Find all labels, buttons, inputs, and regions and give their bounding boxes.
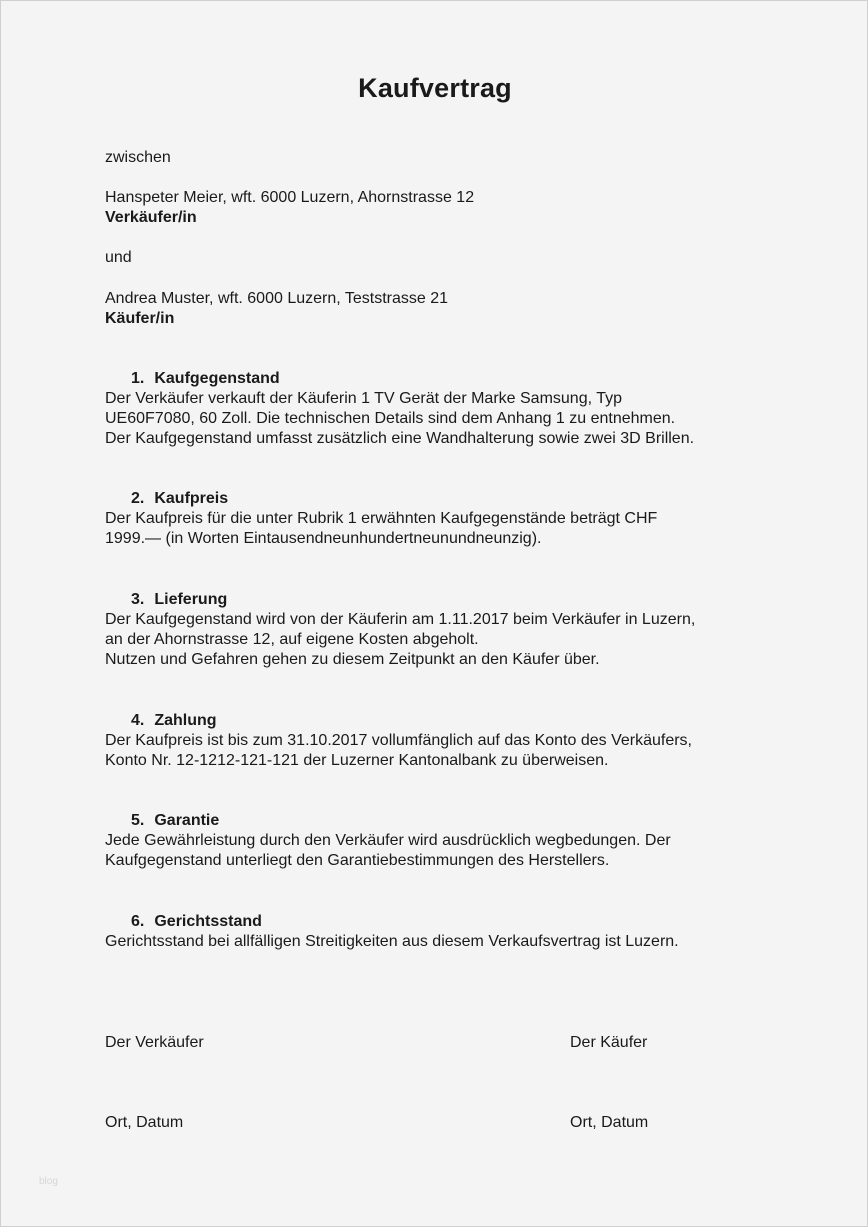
section-line: Gerichtsstand bei allfälligen Streitigkeiten aus diesem Verkaufsvertrag ist Luzern. bbox=[105, 933, 679, 950]
section-line: Der Kaufgegenstand umfasst zusätzlich eine Wandhalterung sowie zwei 3D Brillen. bbox=[105, 430, 695, 447]
seller-place-date: Ort, Datum bbox=[105, 1114, 184, 1131]
watermark: blog bbox=[39, 1176, 58, 1187]
document-title: Kaufvertrag bbox=[358, 73, 512, 103]
section-number: 6. bbox=[131, 913, 145, 930]
section-title: Garantie bbox=[154, 812, 220, 829]
section-line: Der Kaufpreis ist bis zum 31.10.2017 vollumfänglich auf das Konto des Verkäufers, bbox=[105, 732, 692, 749]
section-line: UE60F7080, 60 Zoll. Die technischen Details sind dem Anhang 1 zu entnehmen. bbox=[105, 410, 676, 427]
section-line: Konto Nr. 12-1212-121-121 der Luzerner Kantonalbank zu überweisen. bbox=[105, 752, 609, 769]
section-title: Zahlung bbox=[154, 712, 217, 729]
section-line: an der Ahornstrasse 12, auf eigene Kosten abgeholt. bbox=[105, 631, 479, 648]
section-line: Der Kaufpreis für die unter Rubrik 1 erwähnten Kaufgegenstände beträgt CHF bbox=[105, 510, 658, 527]
intro-zwischen: zwischen bbox=[105, 149, 171, 166]
section-heading bbox=[105, 489, 657, 509]
section-number: 4. bbox=[131, 712, 145, 729]
buyer-address: Andrea Muster, wft. 6000 Luzern, Teststrasse 21 bbox=[105, 290, 448, 307]
section-line: Der Verkäufer verkauft der Käuferin 1 TV Gerät der Marke Samsung, Typ bbox=[105, 390, 622, 407]
section-zahlung bbox=[105, 711, 692, 771]
section-line: Der Kaufgegenstand wird von der Käuferin am 1.11.2017 beim Verkäufer in Luzern, bbox=[105, 611, 696, 628]
buyer-place-date: Ort, Datum bbox=[570, 1114, 649, 1131]
section-title: Kaufpreis bbox=[154, 490, 229, 507]
section-heading bbox=[105, 369, 694, 389]
intro-und: und bbox=[105, 249, 132, 266]
section-number: 2. bbox=[131, 490, 145, 507]
section-line: 1999.— (in Worten Eintausendneunhundertneunundneunzig). bbox=[105, 530, 542, 547]
section-heading bbox=[105, 811, 671, 831]
section-number: 5. bbox=[131, 812, 145, 829]
section-garantie bbox=[105, 811, 671, 871]
section-kaufgegenstand bbox=[105, 369, 694, 449]
section-line: Kaufgegenstand unterliegt den Garantiebestimmungen des Herstellers. bbox=[105, 852, 610, 869]
section-heading bbox=[105, 912, 679, 932]
section-heading bbox=[105, 711, 692, 731]
section-gerichtsstand bbox=[105, 912, 679, 952]
section-title: Gerichtsstand bbox=[154, 913, 262, 930]
section-line: Jede Gewährleistung durch den Verkäufer wird ausdrücklich wegbedungen. Der bbox=[105, 832, 671, 849]
section-number: 3. bbox=[131, 591, 145, 608]
buyer-role: Käufer/in bbox=[105, 310, 175, 327]
section-title: Kaufgegenstand bbox=[154, 370, 280, 387]
seller-role: Verkäufer/in bbox=[105, 209, 197, 226]
seller-address: Hanspeter Meier, wft. 6000 Luzern, Ahornstrasse 12 bbox=[105, 189, 475, 206]
section-number: 1. bbox=[131, 370, 145, 387]
section-lieferung bbox=[105, 590, 695, 670]
section-kaufpreis bbox=[105, 489, 657, 549]
section-heading bbox=[105, 590, 695, 610]
buyer-signature-label: Der Käufer bbox=[570, 1034, 648, 1051]
seller-signature-label: Der Verkäufer bbox=[105, 1034, 204, 1051]
section-line: Nutzen und Gefahren gehen zu diesem Zeitpunkt an den Käufer über. bbox=[105, 651, 600, 668]
section-title: Lieferung bbox=[154, 591, 228, 608]
